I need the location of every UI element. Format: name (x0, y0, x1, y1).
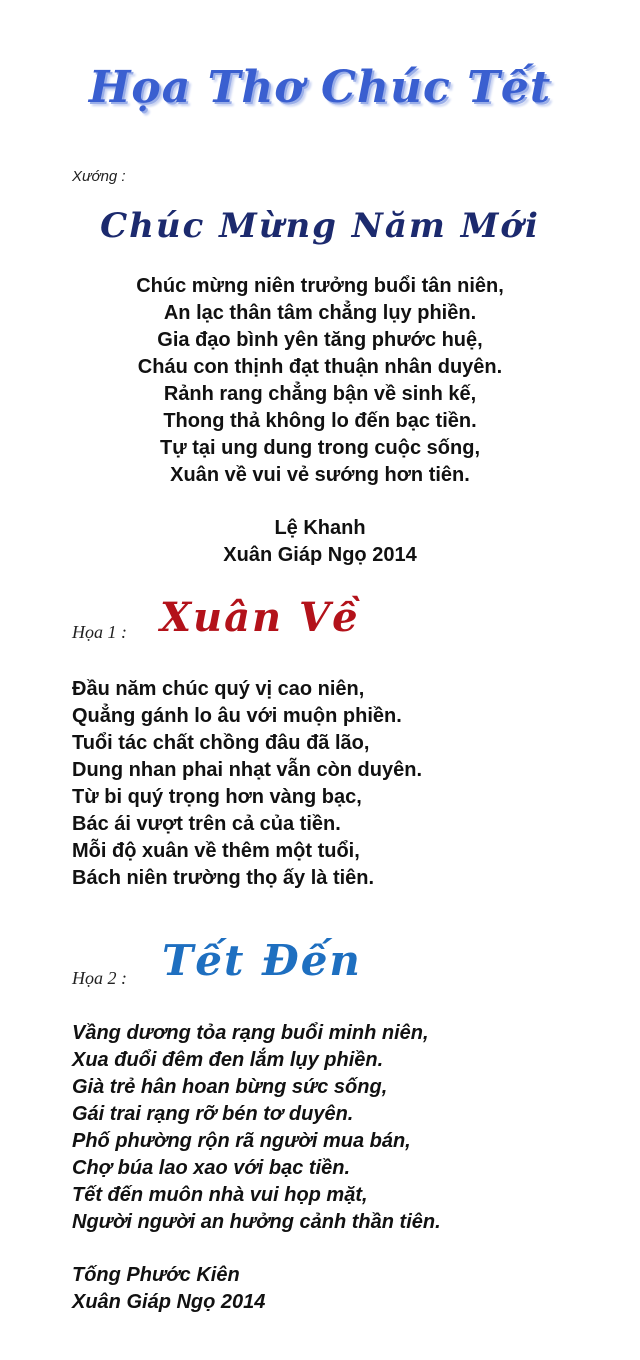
reply2-date: Xuân Giáp Ngọ 2014 (72, 1291, 266, 1313)
poem-line: Dung nhan phai nhạt vẫn còn duyên. (72, 759, 423, 781)
poem-line: Người người an hưởng cảnh thần tiên. (72, 1211, 441, 1233)
reply2-heading: Tết Đến (162, 936, 362, 985)
poem-line: Cháu con thịnh đạt thuận nhân duyên. (137, 356, 503, 378)
poem-line: Quẳng gánh lo âu với muộn phiền. (72, 705, 402, 727)
reply2-poem (72, 1020, 441, 1236)
reply2-author: Tống Phước Kiên (72, 1264, 240, 1286)
poem-line: Già trẻ hân hoan bừng sức sống, (72, 1076, 388, 1098)
poem-line: Chợ búa lao xao với bạc tiền. (72, 1157, 351, 1179)
poem-line: Tuổi tác chất chồng đâu đã lão, (72, 732, 370, 754)
reply1-poem (72, 676, 422, 892)
page-title: Họa Thơ Chúc Tết (88, 62, 552, 113)
intro-heading: Chúc Mừng Năm Mới (100, 206, 540, 246)
poem-line: Tự tại ung dung trong cuộc sống, (160, 437, 480, 459)
poem-line: Bách niên trường thọ ấy là tiên. (72, 867, 375, 889)
poem-line: Xuân về vui vẻ sướng hơn tiên. (170, 464, 470, 486)
poem-line: Chúc mừng niên trưởng buổi tân niên, (136, 275, 504, 297)
reply1-label: Họa 1 : (72, 622, 127, 642)
poem-line: Đầu năm chúc quý vị cao niên, (72, 678, 365, 700)
poem-line: Phố phường rộn rã người mua bán, (72, 1130, 411, 1152)
intro-author: Lệ Khanh (274, 517, 366, 539)
intro-date: Xuân Giáp Ngọ 2014 (223, 544, 417, 566)
poem-line: Rảnh rang chẳng bận về sinh kế, (163, 383, 477, 405)
intro-poem (0, 273, 640, 489)
poem-line: An lạc thân tâm chẳng lụy phiền. (163, 302, 477, 324)
poem-line: Vầng dương tỏa rạng buổi minh niên, (72, 1022, 429, 1044)
poem-line: Xua đuổi đêm đen lắm lụy phiền. (72, 1049, 384, 1071)
poem-line: Bác ái vượt trên cả của tiền. (72, 813, 341, 835)
reply1-heading: Xuân Về (160, 594, 360, 641)
poem-line: Từ bi quý trọng hơn vàng bạc, (72, 786, 362, 808)
poem-line: Gia đạo bình yên tăng phước huệ, (157, 329, 483, 351)
poem-line: Thong thả không lo đến bạc tiền. (163, 410, 477, 432)
intro-label: Xướng : (72, 168, 126, 185)
poem-line: Gái trai rạng rỡ bén tơ duyên. (72, 1103, 354, 1125)
poem-line: Mỗi độ xuân về thêm một tuổi, (72, 840, 360, 862)
poem-line: Tết đến muôn nhà vui họp mặt, (72, 1184, 368, 1206)
reply2-label: Họa 2 : (72, 968, 127, 988)
